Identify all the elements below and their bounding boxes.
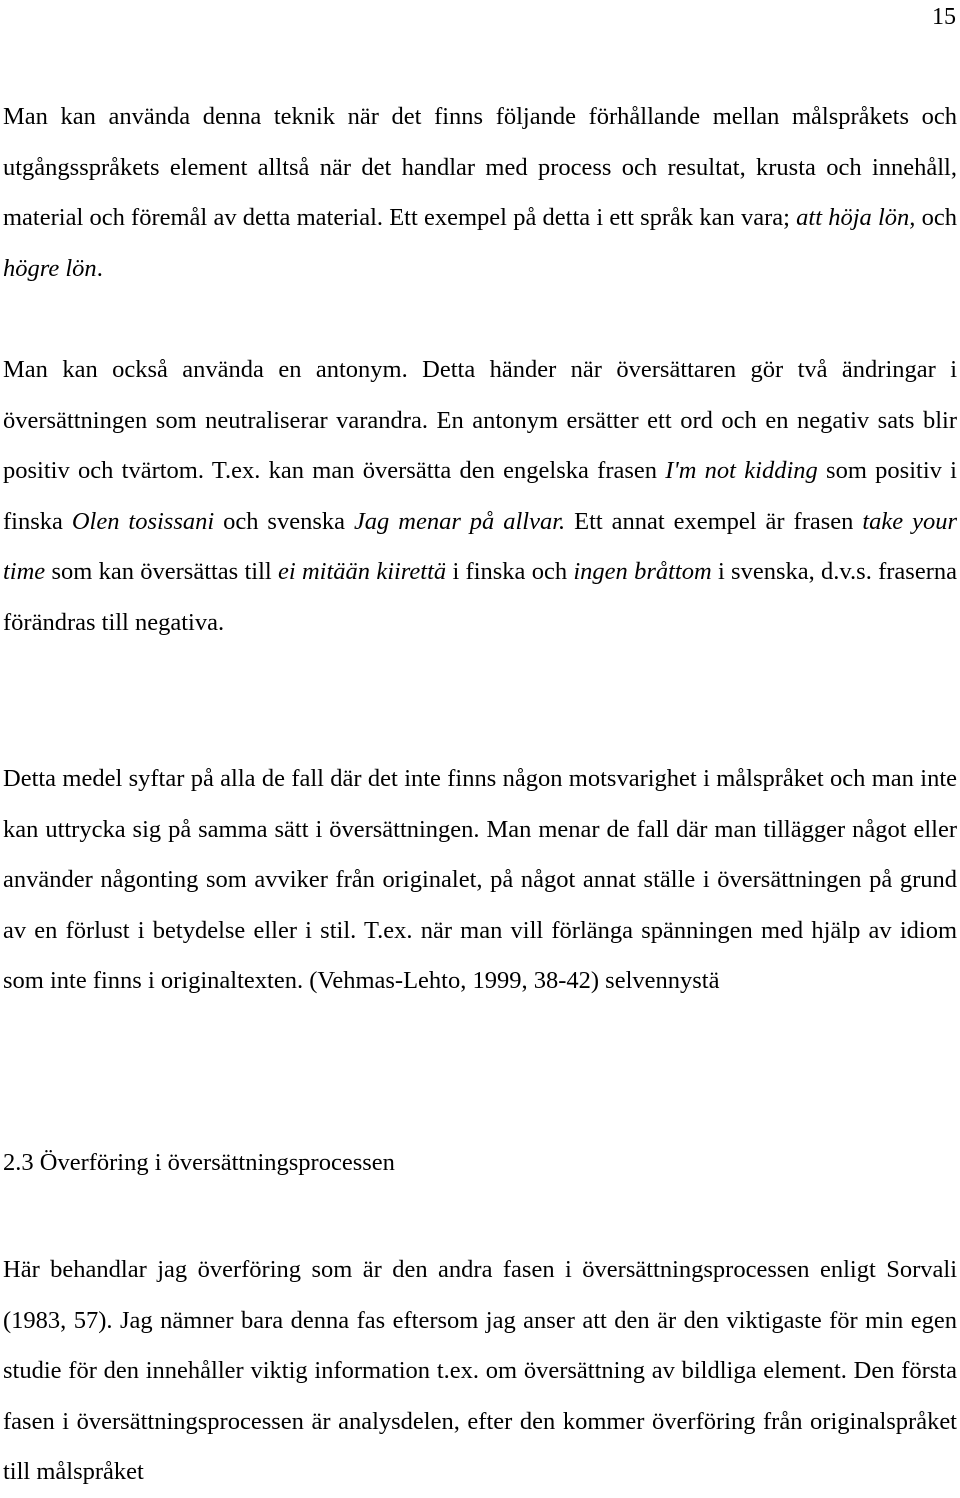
text-run: och	[915, 204, 958, 232]
text-run: som kan översättas till	[45, 558, 279, 586]
text-run: i finska och	[446, 558, 574, 586]
text-run: Ett annat exempel är frasen	[565, 507, 863, 535]
paragraph-compensation: Detta medel syftar på alla de fall där det inte finns någon motsvarighet i målspråket och man inte kan uttrycka sig på samma sätt i översättningen. Man menar de fall där man tillägger något eller använder någonting som avviker från originalet, på något annat ställe i översättningen på grund av en förlust i betydelse eller i stil. T.ex. när man vill förlänga spänningen med hjälp av idiom som inte finns i originaltexten. (Vehmas-Lehto, 1999, 38-42) selvennystä	[3, 765, 957, 995]
paragraph-transfer: Här behandlar jag överföring som är den andra fasen i översättningsprocessen enligt Sorvali (1983, 57). Jag nämner bara denna fas eftersom jag anser att den är den viktigaste för min egen studie för den innehåller viktig information t.ex. om översättning av bildliga element. Den första fasen i översättningsprocessen är analysdelen, efter den kommer överföring från originalspråket till målspråket	[3, 1256, 957, 1486]
example-term: högre lön	[3, 254, 97, 282]
text-run: och svenska	[214, 507, 354, 535]
example-term: Jag menar på allvar.	[353, 507, 566, 535]
text-run: .	[96, 254, 103, 282]
example-term: ingen bråttom	[573, 558, 712, 586]
paragraph-antonym	[3, 345, 957, 649]
example-term: ei mitään kiirettä	[278, 558, 447, 586]
example-term: att höja lön,	[796, 204, 916, 232]
example-term: take your time	[3, 507, 957, 586]
example-term: I'm not kidding	[665, 457, 818, 485]
text-run: i svenska, d.v.s. fraserna förändras till negativa.	[3, 558, 957, 636]
example-term: Olen tosissani	[71, 507, 215, 535]
text-run: som positiv i finska	[3, 457, 957, 535]
text-run: Man kan också använda en antonym. Detta händer när översättaren gör två ändringar i översättningen som neutraliserar varandra. En antonym ersätter ett ord och en negativ sats blir positiv och tvärtom. T.ex. kan man översätta den engelska frasen	[3, 356, 957, 485]
text-run: Man kan använda denna teknik när det finns följande förhållande mellan målspråkets och utgångsspråkets element alltså när det handlar med process och resultat, krusta och innehåll, material och föremål av detta material. Ett exempel på detta i ett språk kan vara;	[3, 103, 957, 232]
section-heading: 2.3 Överföring i översättningsprocessen	[3, 1149, 395, 1176]
page-number: 15	[932, 4, 956, 30]
paragraph-technique	[3, 92, 957, 294]
